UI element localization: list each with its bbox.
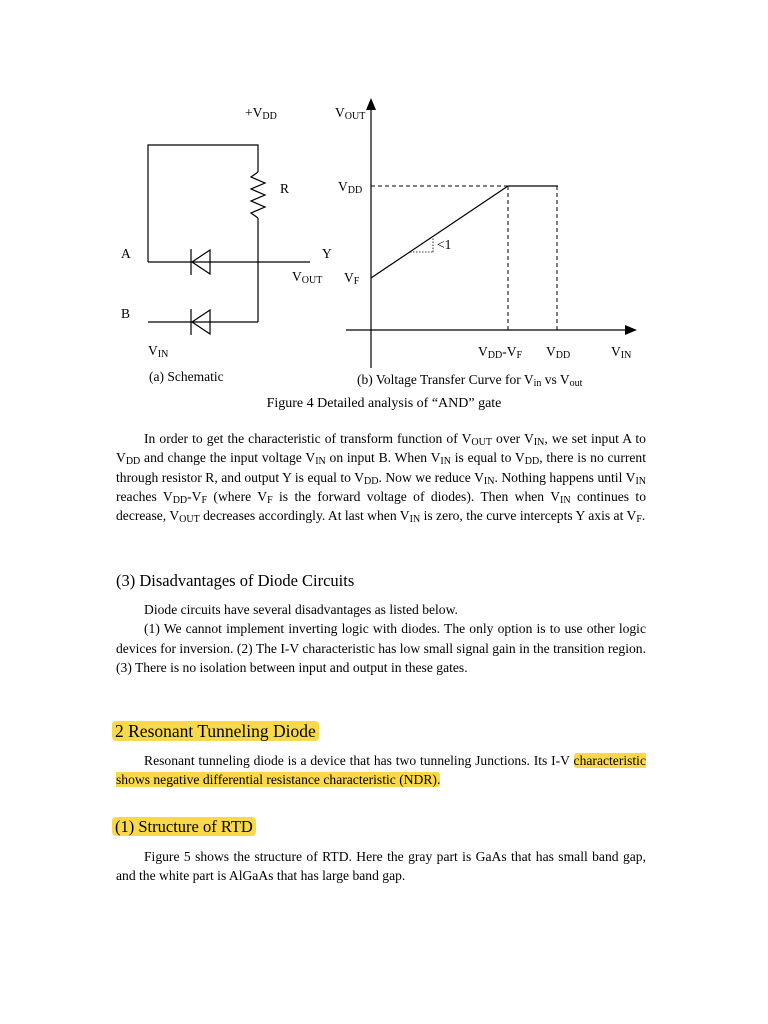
x-axis-label: $V_{IN}$ xyxy=(611,344,632,361)
transfer-curve xyxy=(371,186,558,278)
rtd-intro-paragraph: Resonant tunneling diode is a device that has two tunneling Junctions. Its I-V characteristic shows negative differential resistance characteristic (NDR). xyxy=(116,753,646,788)
x-axis-arrow xyxy=(625,325,637,335)
schematic-wires xyxy=(148,145,310,322)
figure-4 xyxy=(0,0,768,420)
transfer-function-paragraph: In order to get the characteristic of transform function of $V_{OUT}$ over $V_{IN}$, we set input A to $V_{DD}$ and change the input voltage $V_{IN}$ on input B. When $V_{IN}$ is equal to $V_{DD}$, there is no current through resistor R, and output Y is equal to $V_{DD}$. Now we reduce $V_{IN}$. Nothing happens until $V_{IN}$ reaches $V_{DD}-V_F$ (where $V_F$ is the forward voltage of diodes). Then when $V_{IN}$ continues to decrease, $V_{OUT}$ decreases accordingly. At last when $V_{IN}$ is zero, the curve intercepts Y axis at $V_F$. xyxy=(116,431,647,526)
schematic-caption: (a) Schematic xyxy=(149,369,224,384)
output-y-label: Y xyxy=(322,246,332,261)
figure-4-drawing xyxy=(0,0,768,420)
y-axis-arrow xyxy=(366,98,376,110)
curve-caption: (b) Voltage Transfer Curve for $V_{in}$ vs $V_{out}$ xyxy=(357,372,583,389)
resistor-label: R xyxy=(280,181,290,196)
vdd-label: $+V_{DD}$ xyxy=(245,105,277,122)
curve-axes xyxy=(346,104,630,368)
x-tick-vdd-minus-vf: $V_{DD}-V_F$ xyxy=(478,344,523,361)
x-tick-vdd: $V_{DD}$ xyxy=(546,344,571,361)
y-axis-label: $V_{OUT}$ xyxy=(335,105,366,122)
slope-label: <1 xyxy=(437,237,452,252)
disadvantages-heading: (3) Disadvantages of Diode Circuits xyxy=(116,571,355,590)
figure-caption: Figure 4 Detailed analysis of “AND” gate xyxy=(266,396,502,411)
vf-tick-label: $V_F$ xyxy=(344,270,360,287)
rtd-section-heading: 2 Resonant Tunneling Diode xyxy=(112,721,319,742)
vout-label: $V_{OUT}$ xyxy=(292,269,323,286)
vdd-tick-label: $V_{DD}$ xyxy=(338,179,363,196)
rtd-structure-paragraph: Figure 5 shows the structure of RTD. Here the gray part is GaAs that has small band gap, and the white part is AlGaAs that has large band gap. xyxy=(116,849,646,884)
vin-label: $V_{IN}$ xyxy=(148,343,169,360)
dashed-guides xyxy=(371,186,557,330)
input-a-label: A xyxy=(121,246,131,261)
ndr-highlight: characteristic shows negative differential resistance characteristic (NDR). xyxy=(116,753,646,788)
input-b-label: B xyxy=(121,306,131,321)
disadvantages-paragraph: Diode circuits have several disadvantages as listed below. (1) We cannot implement inverting logic with diodes. The only option is to use other logic devices for inversion. (2) The I-V characteristic has low small signal gain in the transition region. (3) There is no isolation between input and output in these gates. xyxy=(116,602,646,675)
rtd-structure-heading: (1) Structure of RTD xyxy=(112,817,256,837)
